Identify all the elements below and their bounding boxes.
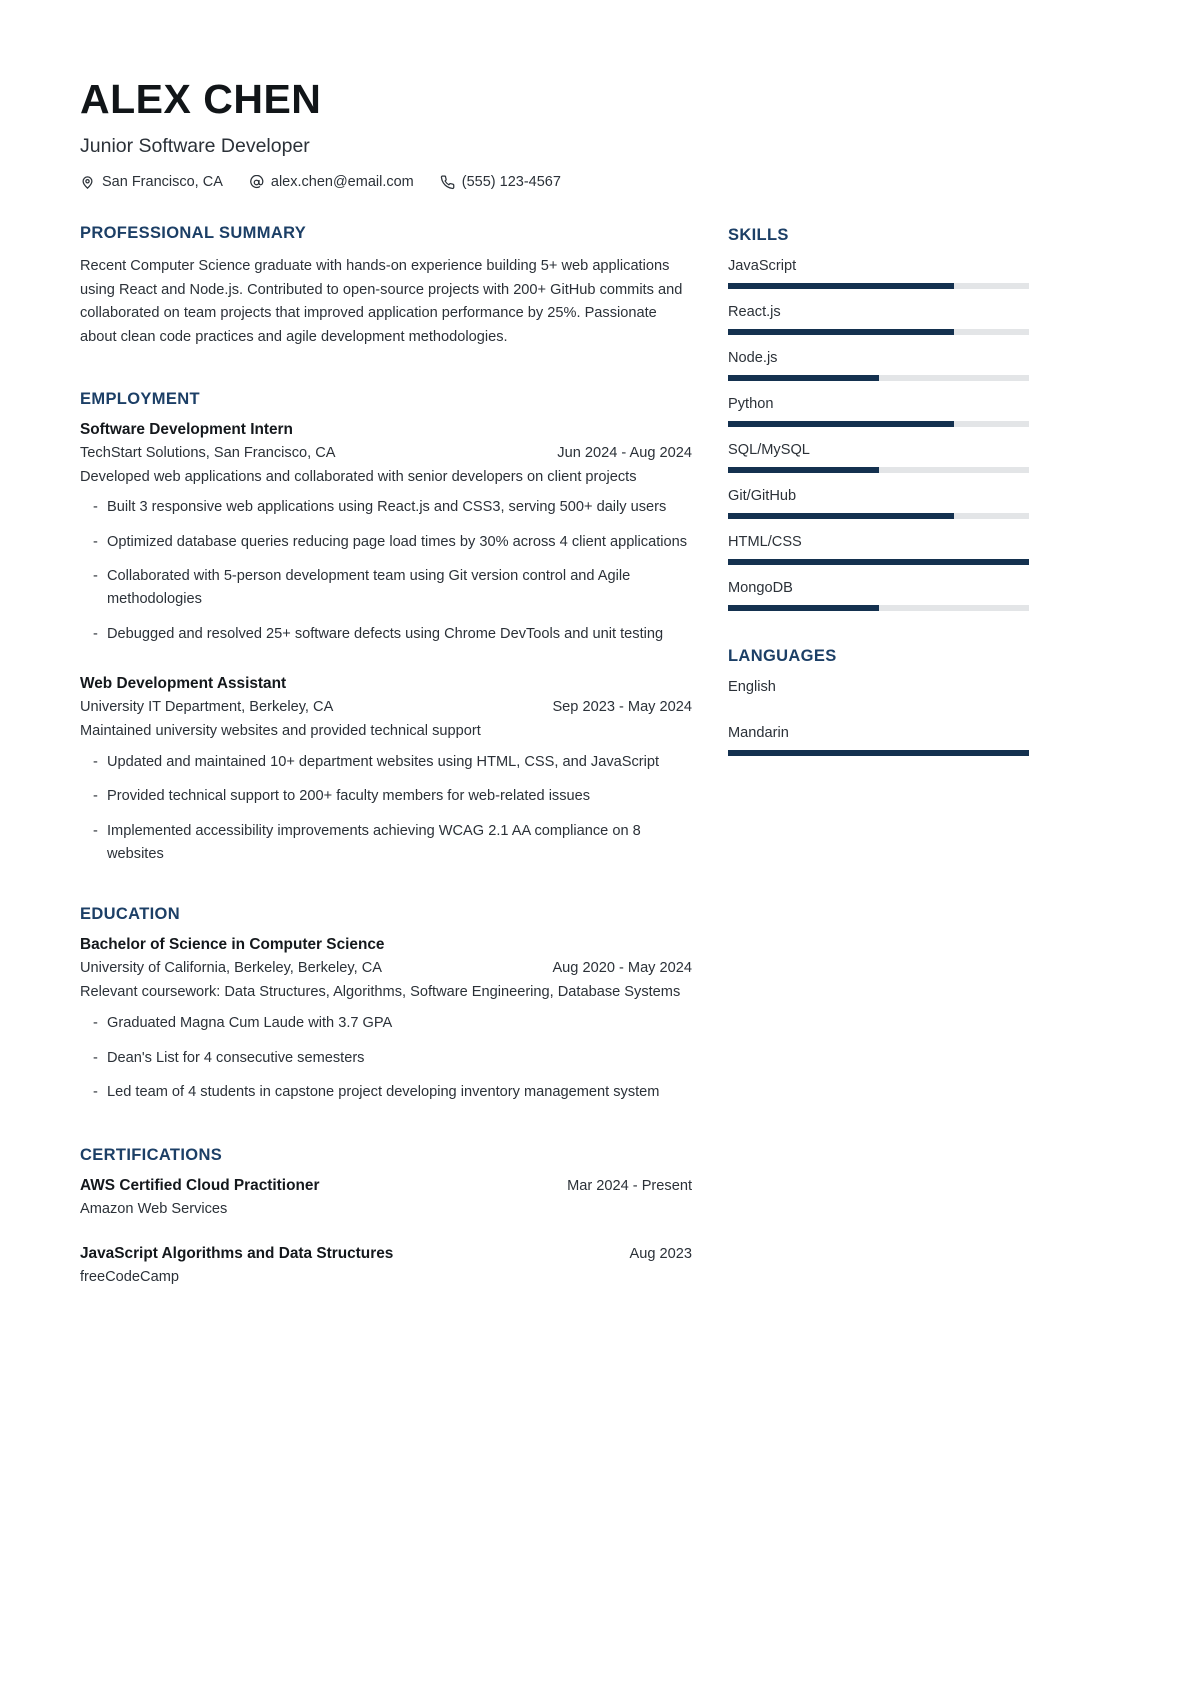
- contact-location-text: San Francisco, CA: [102, 174, 223, 191]
- education-bullet: - Led team of 4 students in capstone project developing inventory management system: [80, 1081, 692, 1104]
- education-bullet: - Graduated Magna Cum Laude with 3.7 GPA: [80, 1012, 692, 1035]
- section-heading-skills: SKILLS: [728, 226, 789, 245]
- skill-bar-track: [728, 375, 1029, 381]
- language-bar-fill: [728, 750, 1029, 756]
- job-date: Sep 2023 - May 2024: [552, 699, 692, 716]
- skill-label: React.js: [728, 304, 781, 321]
- resume-body: [80, 224, 1030, 1285]
- skill-item: [728, 580, 1030, 611]
- contact-location: [80, 174, 223, 190]
- language-item: [728, 679, 1030, 710]
- contact-email-text: alex.chen@email.com: [270, 174, 414, 191]
- certification-issuer: Amazon Web Services: [80, 1200, 228, 1217]
- certification-row: [80, 1245, 692, 1263]
- job-bullet: - Implemented accessibility improvements achieving WCAG 2.1 AA compliance on 8 websites: [80, 820, 692, 865]
- skill-bar-fill: [728, 513, 954, 519]
- skill-bar-fill: [728, 559, 1029, 565]
- contact-email: [249, 174, 414, 190]
- language-label: Mandarin: [728, 725, 789, 742]
- job-description: Developed web applications and collaborated with senior developers on client projects: [80, 468, 637, 485]
- skill-item: [728, 396, 1030, 427]
- skill-label: MongoDB: [728, 580, 793, 597]
- skill-item: [728, 258, 1030, 289]
- section-heading-languages: LANGUAGES: [728, 647, 837, 666]
- section-professional-summary: [80, 224, 692, 350]
- skill-label: Python: [728, 396, 774, 413]
- section-heading-employment: EMPLOYMENT: [80, 389, 200, 408]
- job-bullet-list: [80, 496, 692, 645]
- school-name: University of California, Berkeley, Berkeley, CA: [80, 960, 382, 977]
- main-column: [80, 224, 692, 1285]
- certification-row: [80, 1177, 692, 1195]
- job-meta: [80, 699, 692, 715]
- candidate-job-title: Junior Software Developer: [80, 135, 310, 158]
- job-title: Web Development Assistant: [80, 675, 287, 693]
- job-bullet: - Optimized database queries reducing page load times by 30% across 4 client applications: [80, 531, 692, 554]
- map-pin-icon: [80, 175, 95, 190]
- job-meta: [80, 445, 692, 461]
- skill-bar-track: [728, 329, 1029, 335]
- certification-name: JavaScript Algorithms and Data Structures: [80, 1244, 394, 1262]
- skill-bar-fill: [728, 467, 879, 473]
- skill-bar-track: [728, 559, 1029, 565]
- language-label: English: [728, 679, 776, 696]
- job-bullet-list: [80, 751, 692, 865]
- contact-phone: [440, 174, 561, 190]
- skill-label: Node.js: [728, 350, 778, 367]
- job-bullet: - Collaborated with 5-person development team using Git version control and Agile methodologies: [80, 565, 692, 610]
- education-entry: [80, 936, 692, 1103]
- resume-header: [80, 78, 1030, 190]
- skill-label: JavaScript: [728, 258, 797, 275]
- phone-icon: [440, 175, 455, 190]
- job-organization: TechStart Solutions, San Francisco, CA: [80, 444, 336, 461]
- language-bar-track: [728, 750, 1029, 756]
- skill-bar-fill: [728, 283, 954, 289]
- skill-item: [728, 442, 1030, 473]
- skill-bar-track: [728, 605, 1029, 611]
- job-bullet: - Built 3 responsive web applications using React.js and CSS3, serving 500+ daily users: [80, 496, 692, 519]
- section-heading-summary: PROFESSIONAL SUMMARY: [80, 224, 307, 243]
- skill-bar-track: [728, 283, 1029, 289]
- section-education: [80, 905, 692, 1103]
- section-languages: [728, 647, 1030, 756]
- job-bullet: - Updated and maintained 10+ department websites using HTML, CSS, and JavaScript: [80, 751, 692, 774]
- contact-list: [80, 174, 1030, 190]
- section-certifications: [80, 1146, 692, 1285]
- certification-name: AWS Certified Cloud Practitioner: [80, 1176, 320, 1194]
- skill-bar-track: [728, 467, 1029, 473]
- job-title: Software Development Intern: [80, 420, 293, 438]
- education-date: Aug 2020 - May 2024: [552, 960, 692, 977]
- skill-bar-fill: [728, 421, 954, 427]
- certification-issuer: freeCodeCamp: [80, 1268, 179, 1285]
- skill-bar-fill: [728, 375, 879, 381]
- section-heading-certifications: CERTIFICATIONS: [80, 1145, 223, 1164]
- skill-item: [728, 534, 1030, 565]
- employment-entry: [80, 675, 692, 865]
- language-bar-track: [728, 704, 1029, 710]
- summary-text: Recent Computer Science graduate with hands-on experience building 5+ web applications using React and Node.js. Contributed to open-source projects with 200+ GitHub commits and collaborated on team projects that improved application performance by 25%. Passionate about clean code practices and agile development methodologies.: [80, 258, 683, 345]
- education-meta: [80, 960, 692, 976]
- language-item: [728, 725, 1030, 756]
- at-sign-icon: [249, 175, 264, 190]
- skill-bar-fill: [728, 329, 954, 335]
- skill-bar-fill: [728, 605, 879, 611]
- education-bullet: - Dean's List for 4 consecutive semesters: [80, 1047, 692, 1070]
- job-organization: University IT Department, Berkeley, CA: [80, 699, 334, 716]
- job-description: Maintained university websites and provided technical support: [80, 723, 481, 740]
- skill-bar-track: [728, 513, 1029, 519]
- employment-entry: [80, 421, 692, 646]
- certification-date: Aug 2023: [629, 1245, 692, 1262]
- section-heading-education: EDUCATION: [80, 905, 181, 924]
- job-bullet: - Provided technical support to 200+ faculty members for web-related issues: [80, 785, 692, 808]
- certification-date: Mar 2024 - Present: [567, 1177, 692, 1194]
- candidate-name: ALEX CHEN: [80, 76, 322, 122]
- coursework-text: Relevant coursework: Data Structures, Algorithms, Software Engineering, Database Systems: [80, 984, 681, 1001]
- certification-entry: [80, 1245, 692, 1285]
- certification-entry: [80, 1177, 692, 1217]
- skill-label: SQL/MySQL: [728, 442, 810, 459]
- skill-label: HTML/CSS: [728, 534, 802, 551]
- section-skills: [728, 226, 1030, 611]
- education-bullet-list: [80, 1012, 692, 1104]
- skill-item: [728, 304, 1030, 335]
- skill-item: [728, 350, 1030, 381]
- section-employment: [80, 390, 692, 866]
- degree-title: Bachelor of Science in Computer Science: [80, 936, 385, 954]
- job-bullet: - Debugged and resolved 25+ software defects using Chrome DevTools and unit testing: [80, 623, 692, 646]
- sidebar-column: [728, 224, 1030, 771]
- skill-bar-track: [728, 421, 1029, 427]
- job-date: Jun 2024 - Aug 2024: [557, 444, 692, 461]
- skill-label: Git/GitHub: [728, 488, 797, 505]
- skill-item: [728, 488, 1030, 519]
- contact-phone-text: (555) 123-4567: [461, 174, 561, 191]
